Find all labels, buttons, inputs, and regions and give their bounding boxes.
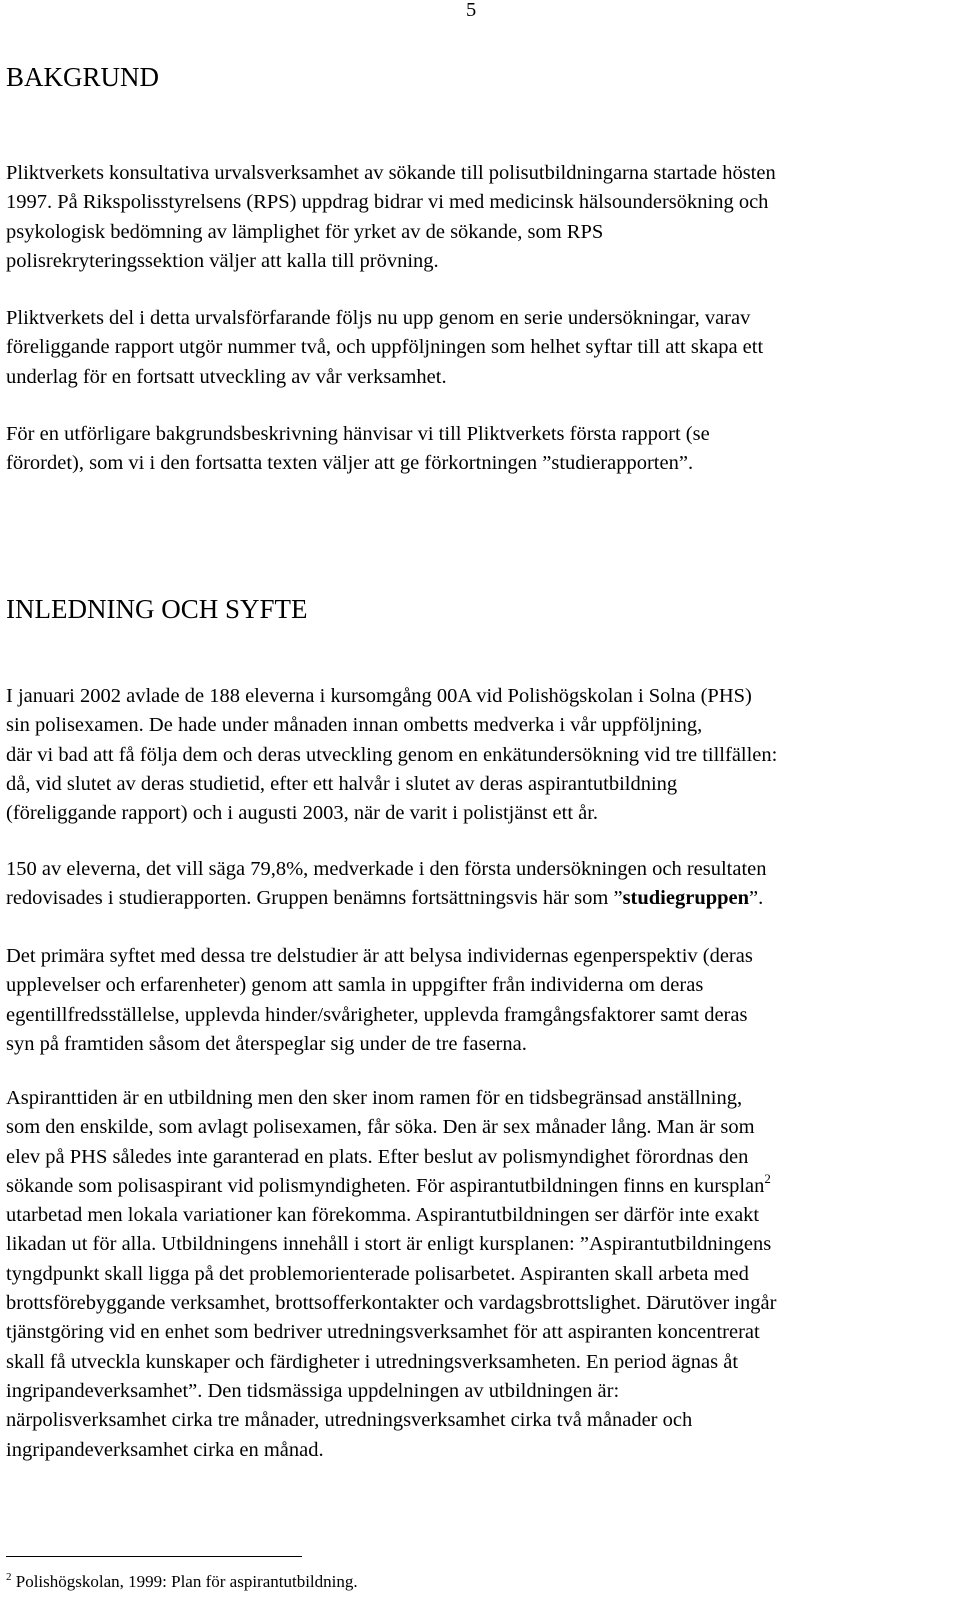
footnote-text: Polishögskolan, 1999: Plan för aspirantutbildning. [11,1572,358,1591]
heading-bakgrund: BAKGRUND [6,62,160,92]
term-studiegruppen: studiegruppen [622,887,750,910]
paragraph-bakgrund-2: Pliktverkets del i detta urvalsförfarande följs nu upp genom en serie undersökningar, varav föreliggande rapport utgör nummer två, och uppföljningen som helhet syftar till att skapa ett underlag för en fortsatt utveckling av vår verksamhet. [6,307,764,388]
paragraph-inledning-3: Det primära syftet med dessa tre delstudier är att belysa individernas egenperspektiv (deras upplevelser och erfarenheter) genom att samla in uppgifter från individerna om deras egentillfredsställelse, upplevda hinder/svårigheter, upplevda framgångsfaktorer samt deras syn på framtiden såsom det återspeglar sig under de tre faserna. [6,945,753,1055]
paragraph-inledning-4 [6,1084,956,1465]
paragraph-inledning-2-text: 150 av eleverna, det vill säga 79,8%, medverkade i den första undersökningen och resultaten redovisades i studierapporten. Gruppen benämns fortsättningsvis här som ” [6,858,767,910]
page-number: 5 [466,0,477,21]
paragraph-bakgrund-3: För en utförligare bakgrundsbeskrivning hänvisar vi till Pliktverkets första rapport (se förordet), som vi i den fortsatta texten väljer att ge förkortningen ”studierapporten”. [6,423,710,475]
paragraph-bakgrund-1: Pliktverkets konsultativa urvalsverksamhet av sökande till polisutbildningarna startade hösten 1997. På Rikspolisstyrelsens (RPS) uppdrag bidrar vi med medicinsk hälsoundersökning och psykologisk bedömning av lämplighet för yrket av de sökande, som RPS polisrekryteringssektion väljer att kalla till prövning. [6,162,776,272]
paragraph-inledning-4-text: Aspiranttiden är en utbildning men den sker inom ramen för en tidsbegränsad anställning, som den enskilde, som avlagt polisexamen, får söka. Den är sex månader lång. Man är som elev på PHS således inte garanterad en plats. Efter beslut av polismyndighet förordnas den sökande som polisaspirant vid polismyndigheten. För aspirantutbildningen finns en kursplan [6,1087,765,1197]
footnote-separator [6,1556,302,1557]
paragraph-inledning-4-rest: utarbetad men lokala variationer kan förekomma. Aspirantutbildningen ser därför inte exakt likadan ut för alla. Utbildningens innehåll i stort är enligt kursplanen: ”Aspirantutbildningens tyngdpunkt skall ligga på det problemorienterade polisarbetet. Aspiranten skall arbeta med brottsförebyggande verksamhet, brottsofferkontakter och vardagsbrottslighet. Därutöver ingår tjänstgöring vid en enhet som bedriver utredningsverksamhet för att aspiranten koncentrerat skall få utveckla kunskaper och färdigheter i utredningsverksamheten. En period ägnas åt ingripandeverksamhet”. Den tidsmässiga uppdelningen av utbildningen är: närpolisverksamhet cirka tre månader, utredningsverksamhet cirka två månader och ingripandeverksamhet cirka en månad. [6,1204,777,1461]
footnote-marker: 2 [6,1571,12,1583]
footnote-reference: 2 [764,1170,771,1186]
footnote [6,1570,358,1594]
paragraph-inledning-2-end: ”. [749,887,764,910]
heading-inledning-och-syfte: INLEDNING OCH SYFTE [6,594,308,624]
paragraph-inledning-1: I januari 2002 avlade de 188 eleverna i kursomgång 00A vid Polishögskolan i Solna (PHS) sin polisexamen. De hade under månaden innan ombetts medverka i vår uppföljning, där vi bad att få följa dem och deras utveckling genom en enkätundersökning vid tre tillfällen: då, vid slutet av deras studietid, efter ett halvår i slutet av deras aspirantutbildning (föreliggande rapport) och i augusti 2003, när de varit i polistjänst ett år. [6,685,778,825]
paragraph-inledning-2 [6,855,956,914]
